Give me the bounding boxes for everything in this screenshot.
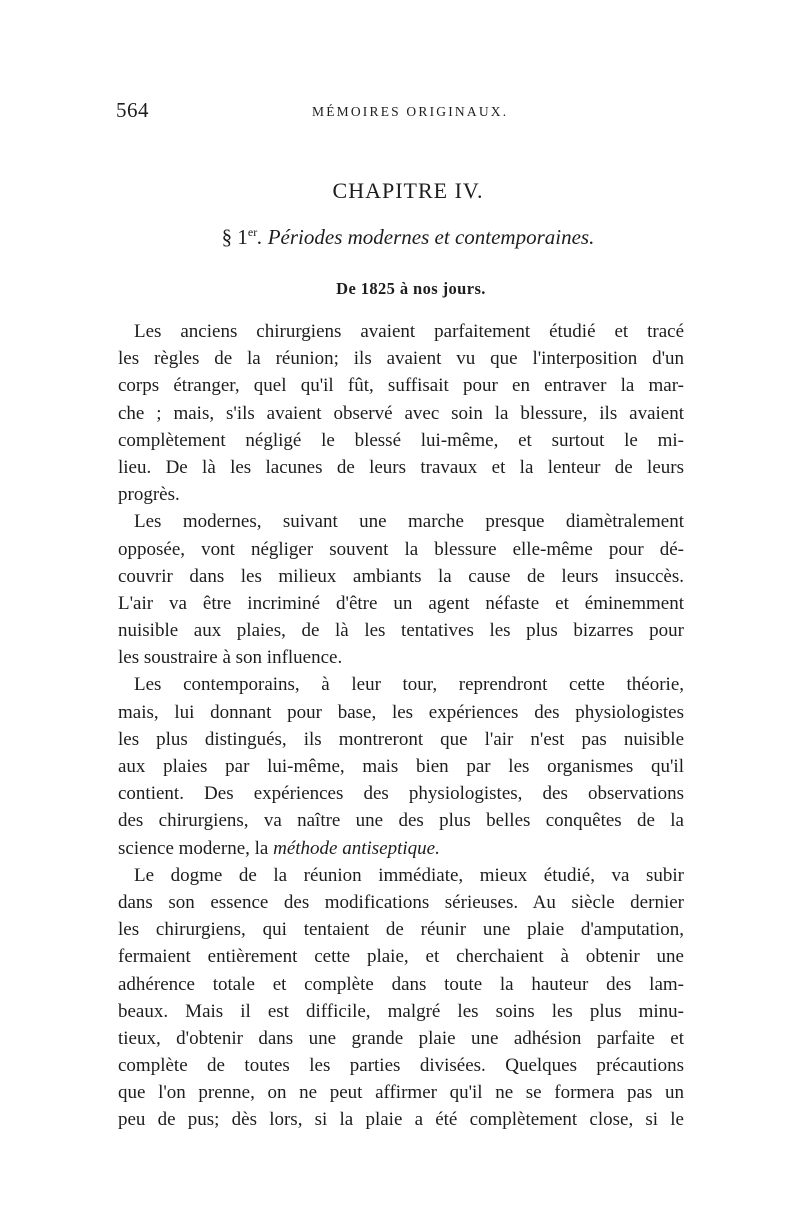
section-title xyxy=(0,225,800,250)
text-line: Le dogme de la réunion immédiate, mieux étudié, va subir xyxy=(134,864,684,886)
running-title: MÉMOIRES ORIGINAUX. xyxy=(312,104,509,119)
text-line: les règles de la réunion; ils avaient vu que l'interposition d'un xyxy=(118,348,684,370)
text-line: dans son essence des modifications sérieuses. Au siècle dernier xyxy=(118,891,684,913)
text-line: L'air va être incriminé d'être un agent néfaste et éminemment xyxy=(118,592,684,614)
text-line: Les anciens chirurgiens avaient parfaitement étudié et tracé xyxy=(134,321,684,342)
text-line: que l'on prenne, on ne peut affirmer qu'il ne se formera pas un xyxy=(118,1082,684,1104)
text-line: adhérence totale et complète dans toute la hauteur des lam- xyxy=(118,973,684,995)
body-text xyxy=(118,318,684,1134)
text-line: Les modernes, suivant une marche presque diamètralement xyxy=(134,511,684,533)
date-range-subtitle: De 1825 à nos jours. xyxy=(336,279,486,298)
text-line: che ; mais, s'ils avaient observé avec soin la blessure, ils avaient xyxy=(118,402,684,424)
text-line: couvrir dans les milieux ambiants la cause de leurs insuccès. xyxy=(118,565,684,587)
italic-phrase: méthode antiseptique. xyxy=(273,837,440,859)
text-line: complète de toutes les parties divisées. Quelques précautions xyxy=(118,1055,684,1077)
text-line: Les contemporains, à leur tour, reprendront cette théorie, xyxy=(134,674,684,696)
text-line: progrès. xyxy=(118,484,180,506)
page-number: 564 xyxy=(116,98,149,122)
text-line: beaux. Mais il est difficile, malgré les soins les plus minu- xyxy=(118,1000,684,1022)
running-header xyxy=(116,98,686,128)
text-line: lieu. De là les lacunes de leurs travaux et la lenteur de leurs xyxy=(118,456,684,478)
text-line: tieux, d'obtenir dans une grande plaie une adhésion parfaite et xyxy=(118,1027,684,1049)
text-line: les chirurgiens, qui tentaient de réunir une plaie d'amputation, xyxy=(118,919,684,941)
text-line: les plus distingués, ils montreront que l'air n'est pas nuisible xyxy=(118,728,684,750)
text-line: nuisible aux plaies, de là les tentatives les plus bizarres pour xyxy=(118,620,684,642)
text-line: des chirurgiens, va naître une des plus belles conquêtes de la xyxy=(118,810,684,832)
section-superscript: er xyxy=(247,225,258,239)
text-line: peu de pus; dès lors, si la plaie a été complètement close, si le xyxy=(118,1109,684,1131)
section-heading-text: . Périodes modernes et contemporaines. xyxy=(257,225,595,249)
text-line: corps étranger, quel qu'il fût, suffisait pour en entraver la mar- xyxy=(118,375,684,397)
text-line: fermaient entièrement cette plaie, et cherchaient à obtenir une xyxy=(118,946,684,968)
text-line: mais, lui donnant pour base, les expériences des physiologistes xyxy=(118,701,684,723)
text-line: science moderne, la xyxy=(118,837,269,859)
chapter-title: CHAPITRE IV. xyxy=(332,178,484,203)
text-line: opposée, vont négliger souvent la blessure elle-même pour dé- xyxy=(118,538,684,560)
section-prefix: § 1 xyxy=(221,225,248,249)
text-line: les soustraire à son influence. xyxy=(118,647,343,669)
text-line-with-italic xyxy=(118,835,684,862)
text-line: complètement négligé le blessé lui-même, et surtout le mi- xyxy=(118,429,684,451)
text-line: contient. Des expériences des physiologistes, des observations xyxy=(118,783,684,805)
text-line: aux plaies par lui-même, mais bien par les organismes qu'il xyxy=(118,756,684,777)
